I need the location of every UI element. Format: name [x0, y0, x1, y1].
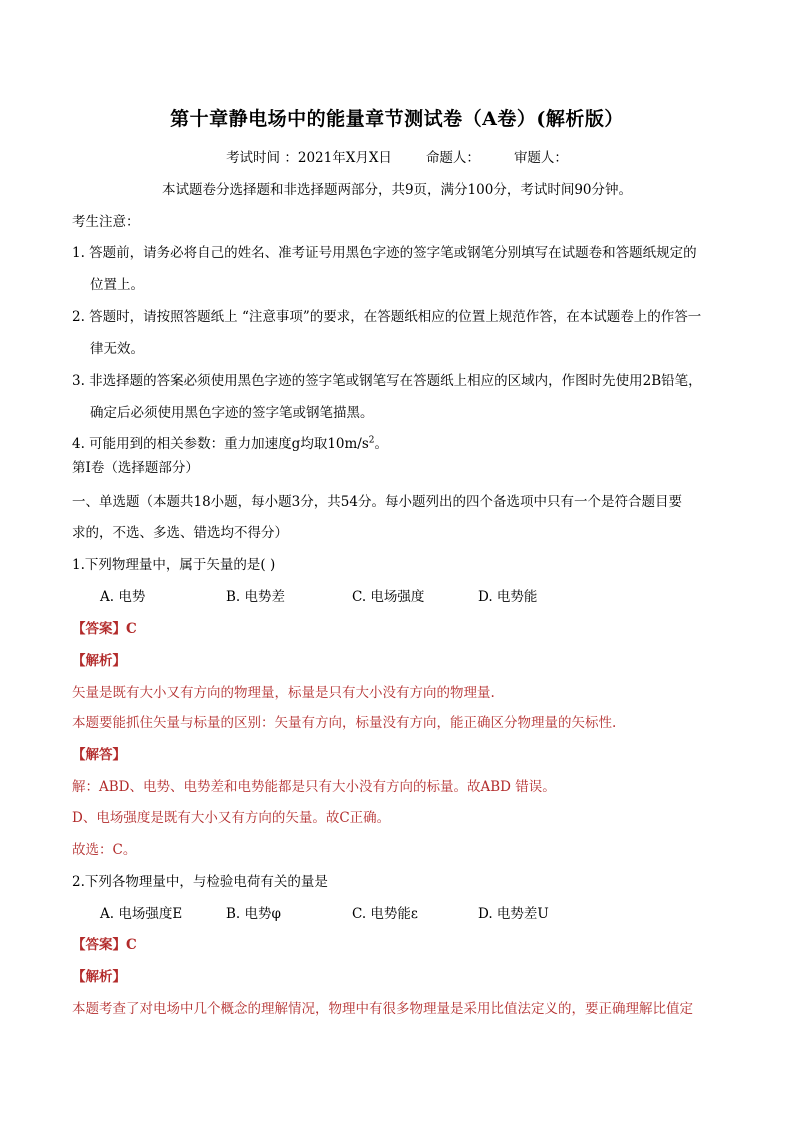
- notice-1-cont: 位置上。: [90, 277, 144, 293]
- intro-text: 本试题卷分选择题和非选择题两部分，共9页，满分100分，考试时间90分钟。: [161, 182, 633, 198]
- q2-answer: 【答案】C: [72, 937, 137, 953]
- q2-options: [100, 902, 549, 922]
- q2-option-c: C. 电势能ε: [352, 906, 418, 922]
- notice-4-tail: 。: [374, 436, 389, 452]
- q1-option-b: B. 电势差: [226, 589, 286, 605]
- reviewer-label: 审题人：: [513, 150, 568, 166]
- notice-3-cont: 确定后必须使用黑色字迹的签字笔或钢笔描黑。: [90, 405, 374, 421]
- part-heading: 第I卷（选择题部分）: [72, 460, 199, 476]
- q1-solution-tag: 【解答】: [72, 747, 126, 763]
- notice-4-text: 4. 可能用到的相关参数：重力加速度g均取10m/s: [72, 436, 369, 452]
- notice-heading: 考生注意：: [72, 214, 140, 230]
- q1-options: [100, 585, 537, 605]
- exam-meta: [0, 146, 794, 166]
- q1-analysis-1: 矢量是既有大小又有方向的物理量，标量是只有大小没有方向的物理量.: [72, 685, 495, 701]
- q1-option-d: D. 电势能: [478, 589, 538, 605]
- q1-solution-2: D、电场强度是既有大小又有方向的矢量。故C正确。: [72, 810, 391, 826]
- notice-2-cont: 律无效。: [90, 341, 144, 357]
- exam-time: 考试时间 ：2021年X月X日: [226, 150, 392, 166]
- section-heading: 一、单选题（本题共18小题，每小题3分，共54分。每小题列出的四个备选项中只有一个是符合题目要: [72, 494, 682, 510]
- q1-stem: 1.下列物理量中，属于矢量的是( ): [72, 557, 276, 573]
- q1-solution-1: 解：ABD、电势、电势差和电势能都是只有大小没有方向的标量。故ABD 错误。: [72, 779, 556, 795]
- q2-analysis-tag: 【解析】: [72, 969, 126, 985]
- q1-solution-3: 故选：C。: [72, 842, 137, 858]
- q2-analysis-1: 本题考查了对电场中几个概念的理解情况，物理中有很多物理量是采用比值法定义的，要正确理解比值定: [72, 1001, 693, 1017]
- q2-stem: 2.下列各物理量中，与检验电荷有关的量是: [72, 874, 328, 890]
- q1-analysis-tag: 【解析】: [72, 653, 126, 669]
- notice-4: [72, 432, 388, 452]
- q1-option-a: A. 电势: [100, 589, 146, 605]
- q2-option-b: B. 电势φ: [226, 906, 281, 922]
- notice-4-sup: 2: [368, 435, 375, 446]
- q1-answer: 【答案】C: [72, 621, 137, 637]
- page-title: 第十章静电场中的能量章节测试卷（A卷）(解析版）: [170, 108, 624, 130]
- q2-option-a: A. 电场强度E: [100, 906, 183, 922]
- q1-option-c: C. 电场强度: [352, 589, 425, 605]
- q2-option-d: D. 电势差U: [478, 906, 549, 922]
- notice-2: 2. 答题时，请按照答题纸上 “注意事项”的要求，在答题纸相应的位置上规范作答，在本试题卷上的作答一: [72, 309, 702, 325]
- section-heading-cont: 求的，不选、多选、错选均不得分）: [72, 525, 288, 541]
- author-label: 命题人：: [425, 150, 480, 166]
- notice-3: 3. 非选择题的答案必须使用黑色字迹的签字笔或钢笔写在答题纸上相应的区域内，作图时先使用2B铅笔，: [72, 373, 702, 389]
- q1-analysis-2: 本题要能抓住矢量与标量的区别：矢量有方向，标量没有方向，能正确区分物理量的矢标性.: [72, 715, 617, 731]
- notice-1: 1. 答题前，请务必将自己的姓名、准考证号用黑色字迹的签字笔或钢笔分别填写在试题卷和答题纸规定的: [72, 245, 697, 261]
